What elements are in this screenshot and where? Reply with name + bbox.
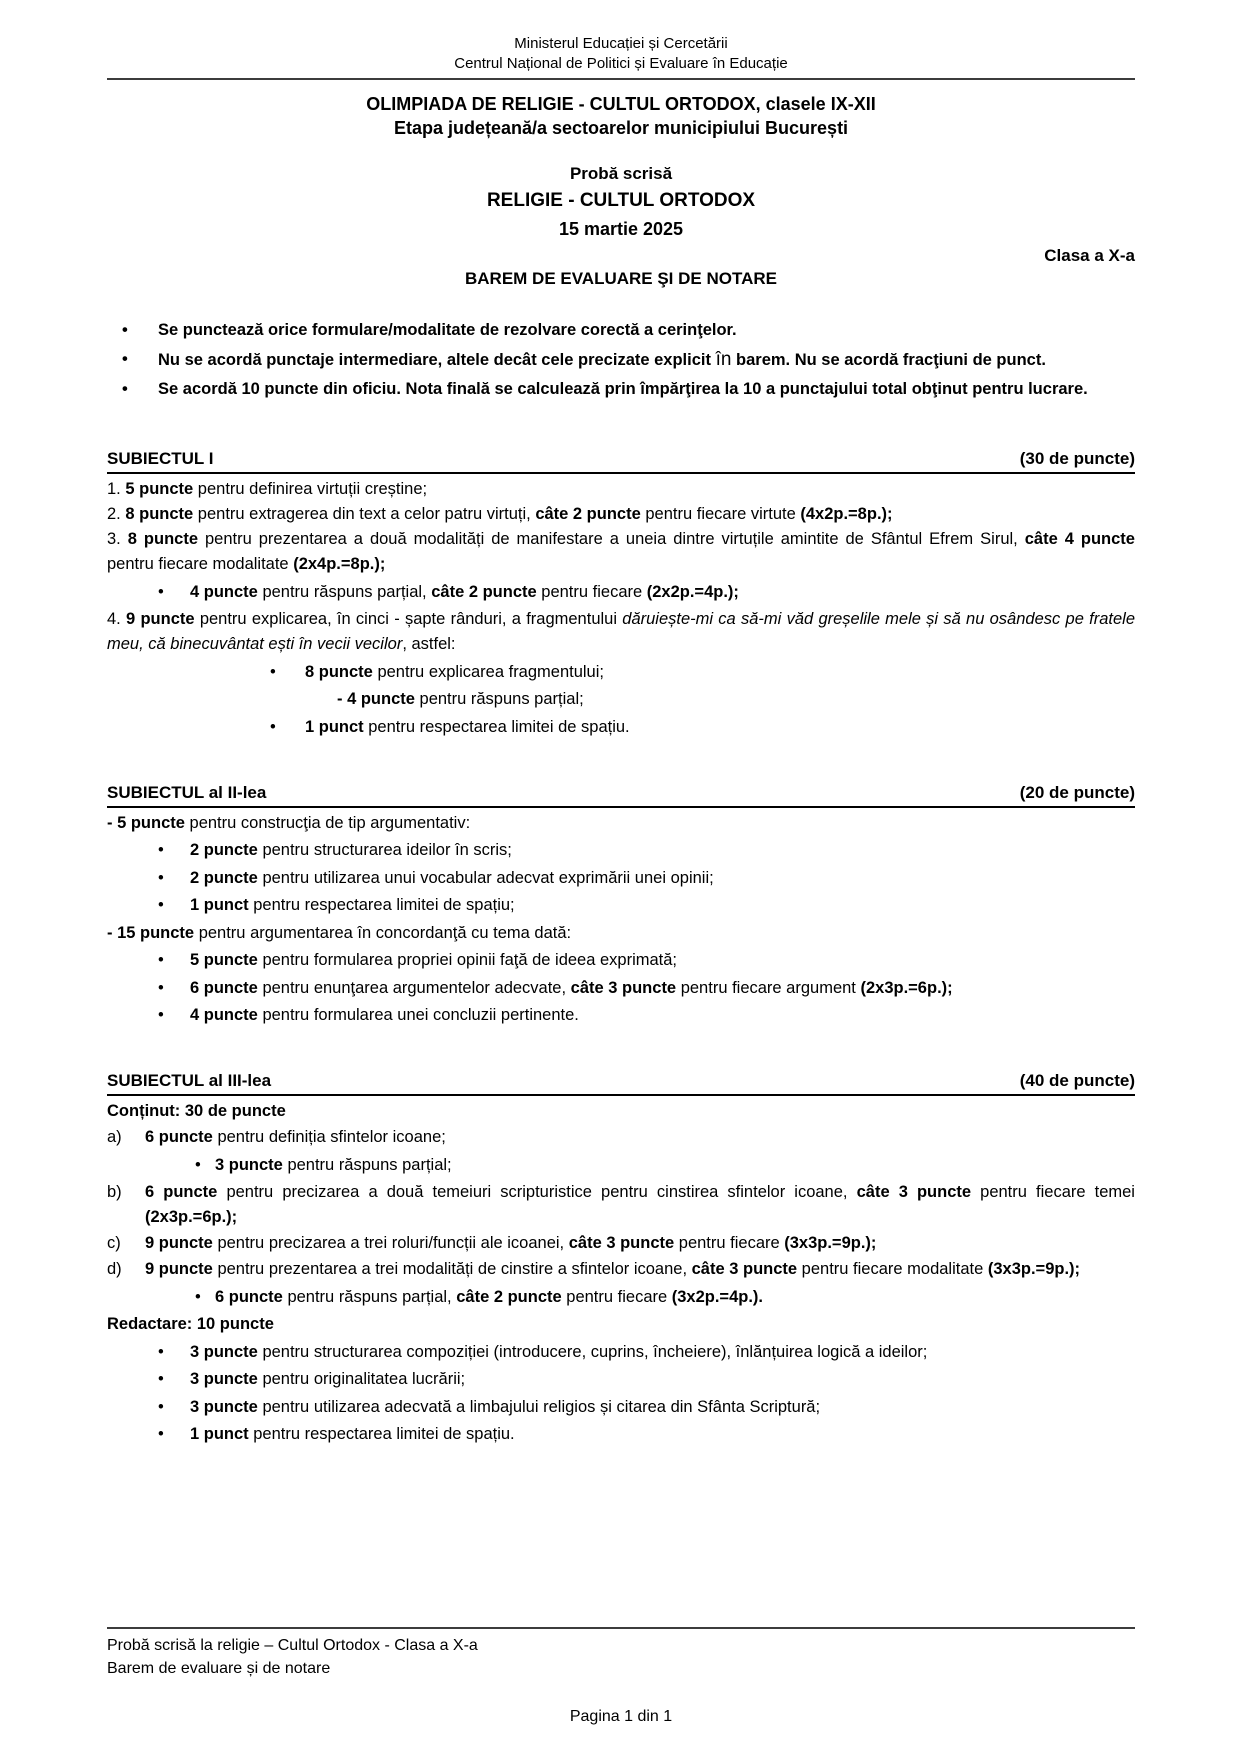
text-run: (3x2p.=4p.). xyxy=(671,1287,763,1306)
text-run: 8 puncte xyxy=(125,505,194,523)
text-run: pentru respectarea limitei de spațiu. xyxy=(363,717,630,736)
text-run: pentru fiecare virtute xyxy=(640,505,801,523)
text-run: pentru răspuns parțial; xyxy=(414,690,584,708)
letter-marker: d) xyxy=(107,1260,122,1278)
footer-exam-line: Probă scrisă la religie – Cultul Ortodox - Clasa a X-a xyxy=(107,1637,478,1654)
list-item xyxy=(107,1180,1135,1230)
bullet-icon: • xyxy=(158,582,164,601)
text-run: (2x2p.=4p.); xyxy=(646,582,739,601)
text-run: pentru respectarea limitei de spațiu. xyxy=(248,1425,515,1443)
bullet-icon: • xyxy=(158,1342,164,1361)
text-run: câte 2 puncte xyxy=(431,582,537,601)
olympiad-title: OLIMPIADA DE RELIGIE - CULTUL ORTODOX, clasele IX-XII xyxy=(366,94,876,114)
paragraph xyxy=(107,502,1135,527)
bullet-icon: • xyxy=(158,1370,164,1388)
barem-title: BAREM DE EVALUARE ŞI DE NOTARE xyxy=(464,269,777,288)
text-run: Conținut: 30 de puncte xyxy=(107,1102,286,1120)
bullet-icon: • xyxy=(270,662,276,681)
list-item xyxy=(107,1257,1135,1282)
text-run: 5 puncte xyxy=(190,951,258,969)
list-item xyxy=(107,1340,1135,1365)
text-run: pentru utilizarea adecvată a limbajului religios și citarea din Sfânta Scriptură; xyxy=(257,1397,821,1416)
text-run: Redactare: 10 puncte xyxy=(107,1315,274,1333)
paragraph xyxy=(107,477,1135,502)
section-heading xyxy=(107,446,1135,474)
section-heading xyxy=(107,780,1135,808)
bullet-icon: • xyxy=(158,1425,164,1443)
text-run: pentru structurarea compoziției (introducere, cuprins, încheiere), înlănțuirea logică a ideilor; xyxy=(257,1342,928,1361)
bullet-icon: • xyxy=(122,380,128,398)
list-item xyxy=(107,948,1135,973)
text-run: câte 3 puncte xyxy=(856,1183,972,1201)
text-run: pentru prezentarea a două modalități de manifestare a uneia dintre virtuțile amintite de Sfântul Efrem Sirul, xyxy=(198,530,1025,548)
center-line: Centrul Național de Politici și Evaluare în Educație xyxy=(454,55,788,72)
text-run: 6 puncte xyxy=(145,1128,213,1146)
text-run: - 15 puncte xyxy=(107,923,195,942)
list-item xyxy=(107,1367,1135,1392)
text-run: 5 puncte xyxy=(125,480,194,498)
text-run: 3 puncte xyxy=(190,1342,258,1361)
text-run: 2. xyxy=(107,505,126,523)
text-run: în xyxy=(715,349,732,370)
text-run: 9 puncte xyxy=(145,1234,213,1252)
list-item xyxy=(107,347,1135,373)
text-run: pentru originalitatea lucrării; xyxy=(257,1370,466,1388)
letter-marker: a) xyxy=(107,1128,122,1146)
text-run: 6 puncte xyxy=(190,978,258,997)
text-run: 1. xyxy=(107,480,126,498)
list-item xyxy=(107,377,1135,402)
text-run: 9 puncte xyxy=(145,1260,213,1278)
section-subiectul-2 xyxy=(107,780,1135,1029)
text-run: 1 punct xyxy=(190,896,249,914)
bullet-icon: • xyxy=(195,1155,201,1174)
document-header xyxy=(107,34,1135,74)
section-heading xyxy=(107,1068,1135,1096)
bullet-icon: • xyxy=(158,841,164,859)
header-divider xyxy=(107,78,1135,80)
text-run: 4 puncte xyxy=(190,1006,258,1024)
bullet-icon: • xyxy=(158,896,164,914)
general-notes xyxy=(107,314,1135,406)
text-run: pentru construcţia de tip argumentativ: xyxy=(184,813,471,832)
bullet-icon: • xyxy=(158,951,164,969)
text-run: pentru precizarea a trei roluri/funcții ale icoanei, xyxy=(212,1234,569,1252)
text-run: pentru explicarea, în cinci - șapte rânduri, a fragmentului xyxy=(194,610,623,628)
text-run: 4 puncte xyxy=(190,582,258,601)
text-run: pentru prezentarea a trei modalități de cinstire a sfintelor icoane, xyxy=(212,1260,692,1278)
letter-marker: c) xyxy=(107,1234,121,1252)
text-run: pentru utilizarea unui vocabular adecvat exprimării unei opinii; xyxy=(257,868,714,887)
text-run: pentru definiția sfintelor icoane; xyxy=(212,1128,446,1146)
paragraph xyxy=(107,811,1135,836)
document-footer xyxy=(107,1627,1135,1755)
text-run: pentru răspuns parțial, xyxy=(282,1287,457,1306)
text-run: pentru structurarea ideilor în scris; xyxy=(257,841,512,859)
text-run: pentru argumentarea în concordanţă cu tema dată: xyxy=(194,923,572,942)
footer-barem-line: Barem de evaluare și de notare xyxy=(107,1660,331,1677)
text-run: (2x4p.=8p.); xyxy=(293,555,386,573)
list-item xyxy=(107,715,1135,740)
bullet-icon: • xyxy=(122,321,128,339)
bullet-icon: • xyxy=(122,350,128,368)
section-title: SUBIECTUL al III-lea xyxy=(107,1071,272,1090)
section-subiectul-3 xyxy=(107,1068,1135,1447)
paragraph xyxy=(107,607,1135,657)
text-run: pentru definirea virtuții creștine; xyxy=(193,480,428,498)
paragraph xyxy=(107,921,1135,946)
section-points: (20 de puncte) xyxy=(1019,782,1135,802)
list-item xyxy=(107,580,1135,605)
text-run: 1 punct xyxy=(190,1425,249,1443)
section-points: (30 de puncte) xyxy=(1019,449,1135,468)
text-run: pentru fiecare modalitate xyxy=(107,555,294,573)
text-run: 2 puncte xyxy=(190,868,258,887)
text-run: 3 puncte xyxy=(215,1155,283,1174)
text-run: pentru răspuns parțial; xyxy=(282,1155,452,1174)
bullet-icon: • xyxy=(158,1397,164,1416)
text-run: (3x3p.=9p.); xyxy=(784,1234,877,1252)
text-run: câte 2 puncte xyxy=(456,1287,562,1306)
text-run: (4x2p.=8p.); xyxy=(800,505,893,523)
text-run: câte 4 puncte xyxy=(1024,530,1135,548)
letter-marker: b) xyxy=(107,1183,122,1201)
list-item xyxy=(107,1395,1135,1420)
paragraph xyxy=(107,1099,1135,1124)
list-item xyxy=(107,1003,1135,1028)
text-run: 4. xyxy=(107,610,127,628)
text-run: câte 3 puncte xyxy=(691,1260,798,1278)
exam-date: 15 martie 2025 xyxy=(558,219,684,239)
text-run: 8 puncte xyxy=(127,530,198,548)
bullet-icon: • xyxy=(158,868,164,887)
text-run: dăruiește-mi ca să-mi văd greșelile mele și să nu osândesc pe fratele meu, că binecuvântat ești în vecii vecilor xyxy=(107,610,1135,653)
text-run: pentru fiecare xyxy=(561,1287,672,1306)
text-run: pentru fiecare xyxy=(536,582,647,601)
text-run: 2 puncte xyxy=(190,841,258,859)
text-run: barem. Nu se acordă fracţiuni de punct. xyxy=(731,351,1046,369)
text-run: Se punctează orice formulare/modalitate de rezolvare corectă a cerinţelor. xyxy=(158,321,737,339)
text-run: - 5 puncte xyxy=(107,813,185,832)
text-run: 9 puncte xyxy=(126,610,195,628)
text-run: câte 3 puncte xyxy=(570,978,677,997)
ministry-line: Ministerul Educației și Cercetării xyxy=(514,35,728,52)
list-item xyxy=(107,838,1135,863)
list-item xyxy=(107,318,1135,343)
sections-container xyxy=(107,406,1135,1450)
bullet-icon: • xyxy=(158,978,164,997)
text-run: câte 2 puncte xyxy=(535,505,641,523)
text-run: 6 puncte xyxy=(145,1183,218,1201)
list-item xyxy=(107,1285,1135,1310)
page-number: Pagina 1 din 1 xyxy=(569,1708,673,1725)
text-run: pentru fiecare modalitate xyxy=(797,1260,988,1278)
text-run: pentru extragerea din text a celor patru virtuți, xyxy=(193,505,536,523)
text-run: pentru enunţarea argumentelor adecvate, xyxy=(257,978,571,997)
text-run: pentru respectarea limitei de spațiu; xyxy=(248,896,515,914)
list-item xyxy=(107,893,1135,918)
text-run: (2x3p.=6p.); xyxy=(145,1208,238,1226)
section-title: SUBIECTUL al II-lea xyxy=(107,782,267,802)
text-run: pentru precizarea a două temeiuri scripturistice pentru cinstirea sfintelor icoane, xyxy=(217,1183,857,1201)
text-run: 3 puncte xyxy=(190,1370,258,1388)
text-run: 3. xyxy=(107,530,128,548)
list-item xyxy=(107,866,1135,891)
stage-subtitle: Etapa județeană/a sectoarelor municipiului București xyxy=(393,118,849,138)
subject-title: RELIGIE - CULTUL ORTODOX xyxy=(486,190,756,211)
text-run: Se acordă 10 puncte din oficiu. Nota finală se calculează prin împărţirea la 10 a punctajului total obţinut pentru lucrare. xyxy=(158,380,1088,398)
text-run: Nu se acordă punctaje intermediare, altele decât cele precizate explicit xyxy=(158,351,716,369)
list-item xyxy=(107,976,1135,1001)
bullet-icon: • xyxy=(158,1006,164,1024)
paragraph xyxy=(107,527,1135,577)
class-label: Clasa a X-a xyxy=(1044,246,1135,265)
text-run: pentru răspuns parțial, xyxy=(257,582,432,601)
text-run: pentru fiecare argument xyxy=(676,978,861,997)
section-subiectul-1 xyxy=(107,446,1135,740)
text-run: 1 punct xyxy=(305,717,364,736)
footer-divider xyxy=(107,1627,1135,1629)
list-item xyxy=(107,660,1135,685)
bullet-icon: • xyxy=(195,1287,201,1306)
text-run: pentru explicarea fragmentului; xyxy=(372,662,604,681)
text-run: , astfel: xyxy=(402,635,456,653)
text-run: (3x3p.=9p.); xyxy=(987,1260,1081,1278)
text-run: pentru formularea unei concluzii pertinente. xyxy=(257,1006,579,1024)
list-item xyxy=(107,1422,1135,1447)
text-run: (2x3p.=6p.); xyxy=(860,978,953,997)
text-run: câte 3 puncte xyxy=(568,1234,675,1252)
exam-type: Probă scrisă xyxy=(569,164,673,183)
list-item xyxy=(107,687,1135,712)
list-item xyxy=(107,1125,1135,1150)
text-run: pentru fiecare xyxy=(674,1234,785,1252)
text-run: 8 puncte xyxy=(305,662,373,681)
text-run: 6 puncte xyxy=(215,1287,283,1306)
bullet-icon: • xyxy=(270,717,276,736)
text-run: - 4 puncte xyxy=(337,690,415,708)
list-item xyxy=(107,1153,1135,1178)
text-run: 3 puncte xyxy=(190,1397,258,1416)
section-title: SUBIECTUL I xyxy=(107,449,214,468)
text-run: pentru fiecare temei xyxy=(971,1183,1135,1201)
list-item xyxy=(107,1231,1135,1256)
text-run: pentru formularea propriei opinii faţă de ideea exprimată; xyxy=(257,951,678,969)
section-points: (40 de puncte) xyxy=(1019,1071,1135,1090)
paragraph xyxy=(107,1312,1135,1337)
